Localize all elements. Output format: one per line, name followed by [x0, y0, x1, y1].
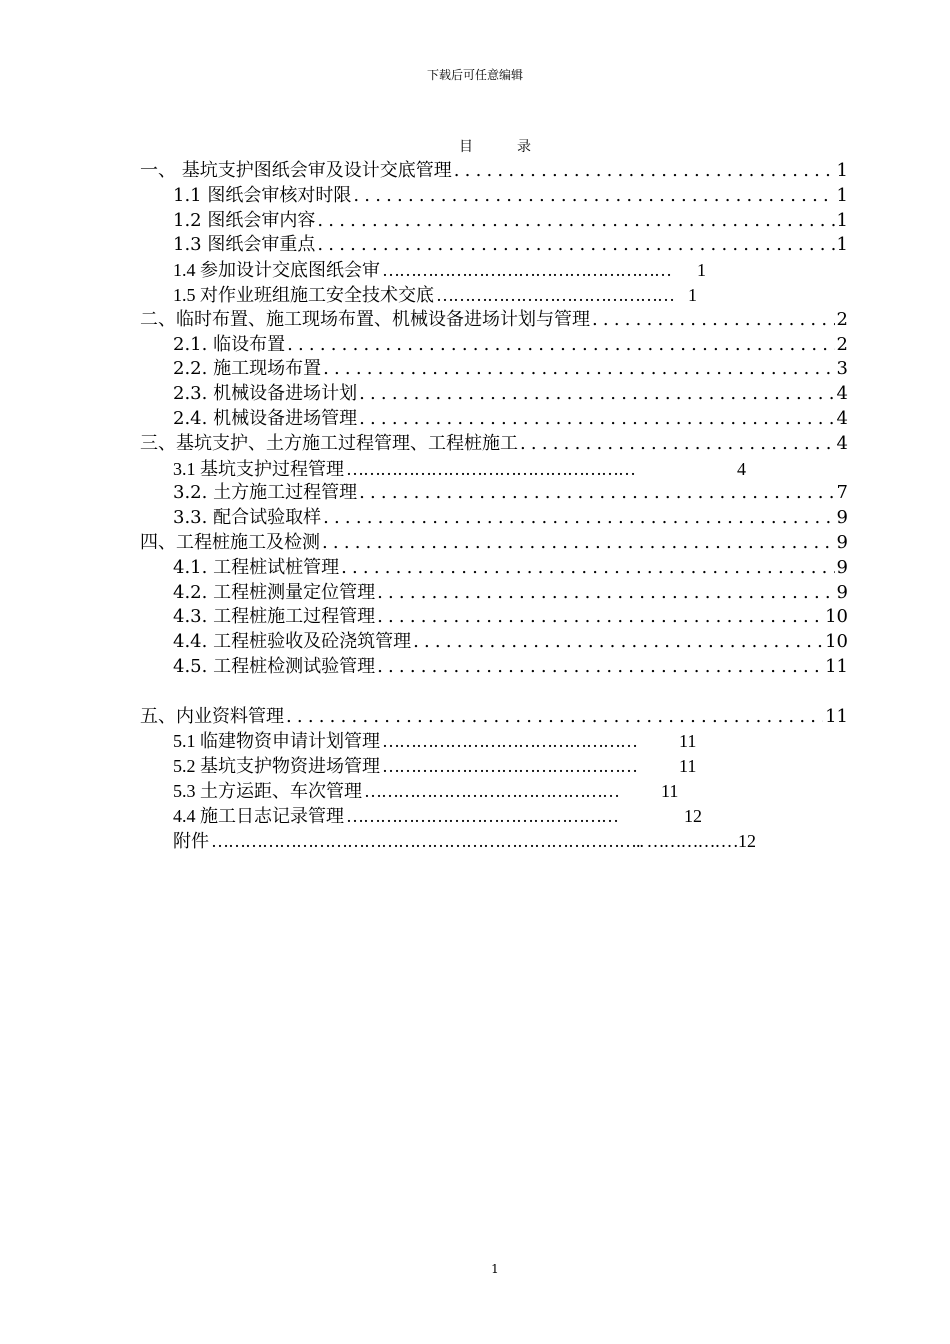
toc-entry-page: 11 [661, 780, 679, 801]
toc-entry-section-4[interactable] [140, 531, 848, 556]
toc-entry-1-5[interactable] [140, 283, 848, 308]
toc-entry-section-3[interactable] [140, 432, 848, 457]
toc-entry-2-2[interactable] [140, 357, 848, 382]
toc-leader: ……………………………………… [382, 756, 637, 777]
toc-entry-4-1[interactable] [140, 556, 848, 581]
toc-entry-text: 四、工程桩施工及检测 [140, 531, 320, 553]
toc-entry-page: 7 [836, 482, 848, 504]
toc-entry-page: 4 [836, 407, 848, 429]
toc-entry-text: 1.1 图纸会审核对时限 [173, 184, 352, 206]
toc-entry-page: 10 [825, 606, 848, 628]
toc-entry-text: 4.4. 工程桩验收及砼浇筑管理 [173, 631, 412, 653]
toc-entry-4-4-log[interactable] [140, 804, 848, 829]
toc-entry-text: 附件 [173, 830, 209, 851]
toc-entry-text: 2.1. 临设布置 [173, 333, 286, 355]
toc-leader [322, 531, 835, 556]
toc-entry-text: 二、临时布置、施工现场布置、机械设备进场计划与管理 [140, 308, 590, 330]
toc-entry-3-3[interactable] [140, 506, 848, 531]
toc-entry-page: 1 [836, 234, 848, 256]
toc-entry-text: 1.5 对作业班组施工安全技术交底 [173, 284, 434, 305]
toc-title-left: 目 [459, 139, 473, 155]
toc-entry-page: 1 [836, 160, 848, 181]
toc-entry-3-1[interactable] [140, 457, 848, 482]
toc-leader [359, 407, 834, 432]
toc-entry-1-3[interactable] [140, 233, 848, 258]
toc-entry-page: 4 [737, 458, 746, 479]
toc-entry-2-1[interactable] [140, 333, 848, 358]
toc-leader [317, 233, 834, 258]
toc-entry-text: 4.5. 工程桩检测试验管理 [173, 655, 376, 677]
toc-leader: ……………………………………… [364, 780, 619, 801]
toc-entry-page: 11 [679, 756, 697, 777]
toc-entry-4-3[interactable] [140, 605, 848, 630]
toc-entry-page: 3 [836, 358, 848, 380]
toc-leader [454, 159, 835, 184]
toc-entry-text: 4.4 施工日志记录管理 [173, 805, 344, 826]
toc-leader [353, 184, 834, 209]
toc-leader [359, 481, 834, 506]
toc-entry-text: 2.2. 施工现场布置 [173, 358, 322, 380]
toc-entry-page: 9 [836, 531, 848, 553]
toc-entry-4-2[interactable] [140, 581, 848, 606]
toc-leader [286, 705, 823, 730]
toc-entry-5-3[interactable] [140, 779, 848, 804]
toc-entry-text: 5.3 土方运距、车次管理 [173, 780, 362, 801]
toc-entry-page: 1 [836, 209, 848, 231]
toc-entry-text: 3.2. 土方施工过程管理 [173, 482, 358, 504]
toc-entry-section-2[interactable] [140, 308, 848, 333]
toc-leader: …………………………………………… [346, 458, 635, 479]
toc-entry-text: 1.2 图纸会审内容 [173, 209, 316, 231]
toc-entry-text: 4.1. 工程桩试桩管理 [173, 556, 340, 578]
toc-leader [377, 581, 834, 606]
toc-entry-page: 11 [825, 655, 848, 677]
toc-entry-page: 2 [836, 308, 848, 330]
toc-entry-text: 3.1 基坑支护过程管理 [173, 458, 344, 479]
toc-leader: ……………………………………… [382, 731, 637, 752]
toc-entry-3-2[interactable] [140, 481, 848, 506]
toc-entry-2-3[interactable] [140, 382, 848, 407]
table-of-contents [140, 159, 848, 853]
toc-entry-5-2[interactable] [140, 754, 848, 779]
toc-entry-page: 11 [679, 731, 697, 752]
toc-leader [377, 655, 823, 680]
toc-leader [323, 357, 834, 382]
toc-entry-4-5[interactable] [140, 655, 848, 680]
toc-entry-1-1[interactable] [140, 184, 848, 209]
toc-leader [377, 605, 823, 630]
toc-leader: ………………………………………… [346, 805, 618, 826]
toc-entry-page: 2 [836, 333, 848, 355]
toc-entry-page: 1 [697, 260, 706, 281]
toc-leader: ………………………………………………………………….. …………… [211, 830, 732, 851]
toc-entry-section-5[interactable] [140, 705, 848, 730]
toc-entry-text: 一、 基坑支护图纸会审及设计交底管理 [140, 160, 452, 181]
toc-entry-text: 5.2 基坑支护物资进场管理 [173, 756, 380, 777]
toc-entry-5-1[interactable] [140, 729, 848, 754]
toc-entry-text: 五、内业资料管理 [140, 705, 284, 727]
toc-entry-page: 9 [836, 556, 848, 578]
toc-entry-text: 5.1 临建物资申请计划管理 [173, 731, 380, 752]
toc-entry-page: 9 [836, 581, 848, 603]
toc-leader [413, 630, 823, 655]
toc-leader [592, 308, 835, 333]
toc-entry-2-4[interactable] [140, 407, 848, 432]
toc-title [0, 136, 950, 156]
toc-leader [323, 506, 834, 531]
toc-entry-page: 12 [684, 805, 702, 826]
toc-entry-text: 4.2. 工程桩测量定位管理 [173, 581, 376, 603]
toc-leader [317, 209, 834, 234]
toc-title-right: 录 [517, 139, 531, 155]
toc-entry-1-4[interactable] [140, 258, 848, 283]
toc-entry-text: 三、基坑支护、土方施工过程管理、工程桩施工 [140, 432, 518, 454]
toc-entry-page: 4 [836, 432, 848, 454]
toc-entry-page: 4 [836, 383, 848, 405]
page-header: 下载后可任意编辑 [426, 68, 523, 82]
toc-entry-page: 1 [688, 284, 697, 305]
toc-entry-text: 1.3 图纸会审重点 [173, 234, 316, 256]
toc-entry-text: 2.4. 机械设备进场管理 [173, 407, 358, 429]
toc-leader [341, 556, 834, 581]
toc-leader [359, 382, 834, 407]
toc-entry-section-1[interactable] [140, 159, 848, 184]
toc-leader [287, 333, 834, 358]
toc-entry-page: 1 [836, 184, 848, 206]
toc-entry-text: 3.3. 配合试验取样 [173, 507, 322, 529]
toc-entry-text: 1.4 参加设计交底图纸会审 [173, 260, 380, 281]
toc-leader [520, 432, 835, 457]
toc-entry-text: 2.3. 机械设备进场计划 [173, 383, 358, 405]
toc-leader: …………………………………………… [382, 260, 671, 281]
toc-entry-text: 4.3. 工程桩施工过程管理 [173, 606, 376, 628]
toc-spacer [140, 680, 848, 705]
toc-entry-4-4[interactable] [140, 630, 848, 655]
toc-leader: …………………………………… [436, 284, 674, 305]
toc-entry-page: 11 [825, 705, 848, 727]
toc-entry-page: 9 [836, 507, 848, 529]
toc-entry-page: .12 [733, 830, 756, 851]
page-number: 1 [491, 1262, 499, 1276]
toc-entry-1-2[interactable] [140, 209, 848, 234]
toc-entry-page: 10 [825, 631, 848, 653]
toc-entry-appendix[interactable] [140, 829, 848, 854]
